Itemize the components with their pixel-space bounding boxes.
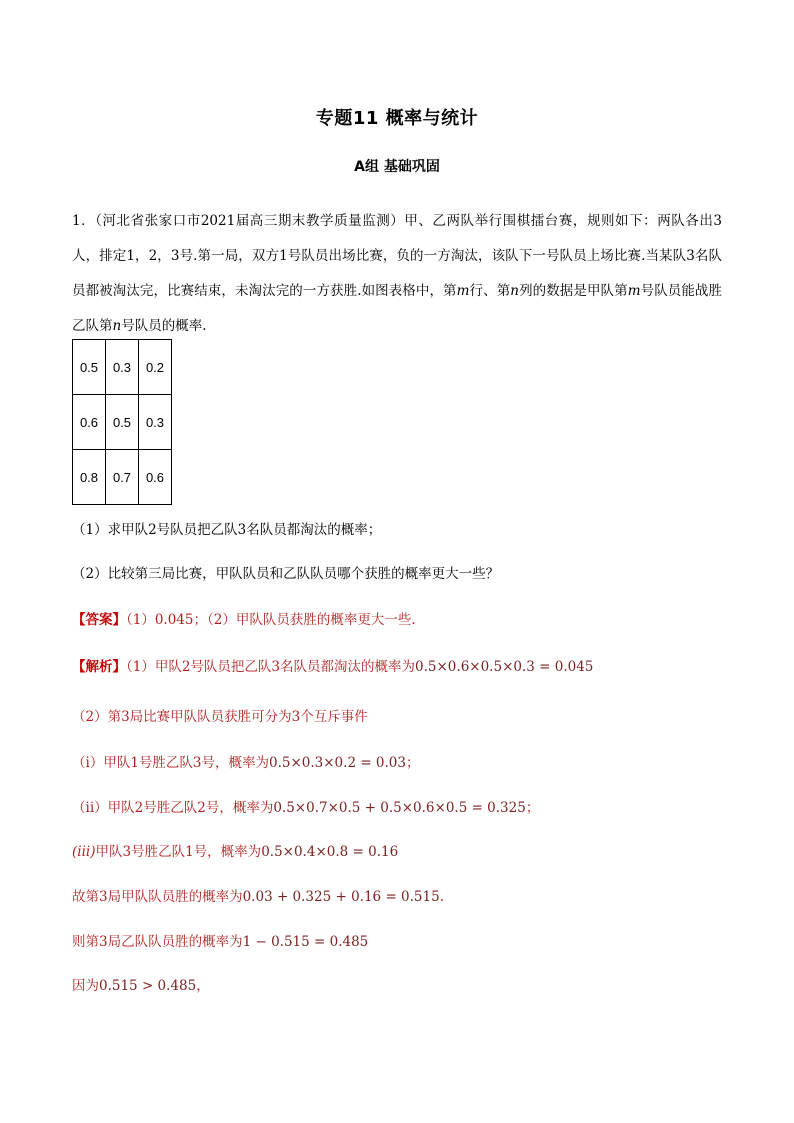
- question-2: （2）比较第三局比赛，甲队队员和乙队队员哪个获胜的概率更大一些？: [72, 566, 500, 582]
- problem-text: 列的数据是甲队第: [518, 283, 628, 299]
- analysis-formula: 0.5×0.6×0.5×0.3 = 0.045: [415, 659, 594, 675]
- table-cell: 0.6: [139, 450, 172, 505]
- analysis-line: [72, 655, 593, 675]
- problem-text: 号队员的概率.: [121, 318, 207, 334]
- answer-tag: 【答案】: [72, 612, 126, 628]
- step-text: 则第3局乙队队员胜的概率为: [72, 934, 243, 950]
- step-text: （i）甲队1号胜乙队3号，概率为: [72, 755, 269, 771]
- section-subtitle: A组 基础巩固: [354, 159, 440, 175]
- solution-step-ii: [72, 796, 539, 816]
- table-cell: 0.6: [73, 395, 106, 450]
- step-end: ；: [525, 800, 540, 816]
- answer-line: [72, 608, 416, 628]
- solution-step-iii: [72, 840, 398, 860]
- step-label: (iii): [72, 844, 96, 860]
- analysis-tag: 【解析】: [72, 659, 126, 675]
- var-m: m: [627, 283, 641, 299]
- table-cell: 0.8: [73, 450, 106, 505]
- var-n: n: [510, 283, 519, 299]
- solution-step-i: [72, 751, 419, 771]
- step-end: ，: [196, 978, 210, 994]
- solution-step-total: [72, 885, 444, 905]
- step-formula: 0.5×0.4×0.8 = 0.16: [261, 844, 399, 860]
- step-text: （ii）甲队2号胜乙队2号，概率为: [72, 800, 274, 816]
- solution-step-opponent: [72, 930, 368, 950]
- table-row: [73, 340, 172, 395]
- var-n: n: [112, 318, 122, 334]
- problem-text: 号队员能战胜乙队第: [72, 283, 723, 334]
- solution-step-2: （2）第3局比赛甲队队员获胜可分为3个互斥事件: [72, 709, 368, 725]
- table-cell: 0.3: [106, 340, 139, 395]
- step-end: .: [439, 889, 444, 905]
- var-m: m: [456, 283, 470, 299]
- analysis-text: （1）甲队2号队员把乙队3名队员都淘汰的概率为: [126, 659, 416, 675]
- table-cell: 0.5: [106, 395, 139, 450]
- step-formula: 0.515 > 0.485: [99, 978, 197, 994]
- solution-step-compare: [72, 974, 210, 994]
- step-formula: 0.03 + 0.325 + 0.16 = 0.515: [242, 889, 440, 905]
- table-cell: 0.7: [106, 450, 139, 505]
- step-formula: 1 − 0.515 = 0.485: [242, 934, 369, 950]
- step-text: 故第3局甲队队员胜的概率为: [72, 889, 243, 905]
- page-title: 专题11 概率与统计: [315, 108, 479, 129]
- table-cell: 0.2: [139, 340, 172, 395]
- step-text: 因为: [72, 978, 99, 994]
- step-formula: 0.5×0.7×0.5 + 0.5×0.6×0.5 = 0.325: [273, 800, 526, 816]
- table-cell: 0.3: [139, 395, 172, 450]
- table-cell: 0.5: [73, 340, 106, 395]
- step-text: 甲队3号胜乙队1号，概率为: [95, 844, 262, 860]
- probability-table: [72, 339, 172, 505]
- step-end: ；: [405, 755, 420, 771]
- problem-statement: [72, 204, 722, 344]
- table-row: [73, 395, 172, 450]
- problem-text: 行、第: [469, 283, 511, 299]
- question-1: （1）求甲队2号队员把乙队3名队员都淘汰的概率；: [72, 522, 382, 538]
- answer-text: （1）0.045；（2）甲队队员获胜的概率更大一些.: [126, 612, 416, 628]
- problem-text: 1．（河北省张家口市2021届高三期末教学质量监测）甲、乙两队举行围棋擂台赛，规则如下：两队各出3人，排定1，2，3号.第一局，双方1号队员出场比赛，负的一方淘汰，该队下一号队员上场比赛.当某队3名队员都被淘汰完，比赛结束，未淘汰完的一方获胜.如图表格中，第: [72, 213, 722, 299]
- step-formula: 0.5×0.3×0.2 = 0.03: [269, 755, 406, 771]
- table-row: [73, 450, 172, 505]
